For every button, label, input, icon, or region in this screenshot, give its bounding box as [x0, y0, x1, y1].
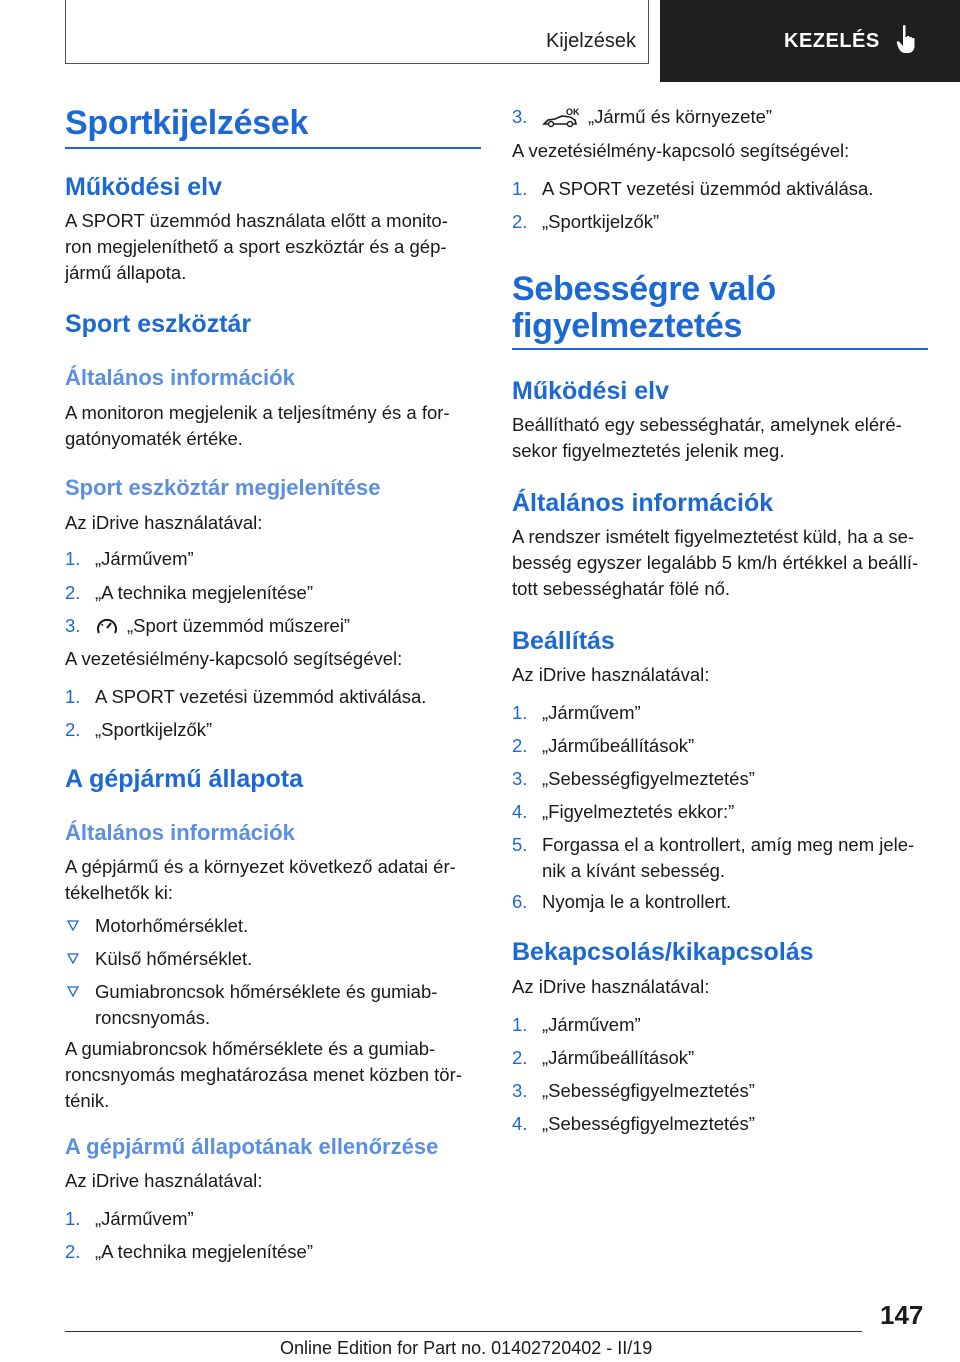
paragraph-line: Az iDrive használatával:	[65, 1170, 263, 1191]
page-title-line2: figyelmeztetés	[512, 307, 743, 345]
header-chapter-title: Kijelzések	[545, 30, 636, 52]
section-heading: Működési elv	[65, 173, 222, 201]
page-title: Sportkijelzések	[65, 104, 309, 142]
section-heading: Beállítás	[512, 627, 615, 655]
list-text: nik a kívánt sebesség.	[542, 860, 726, 881]
list-text-label: „Jármű és környezete”	[588, 106, 773, 127]
list-text: „Sportkijelzők”	[542, 211, 660, 232]
paragraph-line: roncsnyomás meghatározása menet közben tör-	[65, 1064, 462, 1085]
list-text: Külső hőmérséklet.	[95, 948, 253, 969]
paragraph-line: A gépjármű és a környezet következő adatai ér-	[65, 856, 456, 877]
title-rule	[512, 348, 928, 350]
list-number: 1.	[65, 1208, 81, 1229]
list-text: „Sebességfigyelmeztetés”	[542, 768, 755, 789]
pointing-hand-icon	[896, 24, 918, 54]
list-number: 6.	[512, 891, 528, 912]
car-ok-icon	[542, 107, 580, 129]
page-title: Sebességre való	[512, 270, 776, 308]
paragraph-line: Az iDrive használatával:	[512, 976, 710, 997]
subsection-heading: A gépjármű állapotának ellenőrzése	[65, 1134, 439, 1159]
list-number: 2.	[512, 211, 528, 232]
list-number: 2.	[65, 1241, 81, 1262]
triangle-bullet-icon	[67, 920, 79, 932]
list-number: 1.	[65, 548, 81, 569]
paragraph-line: jármű állapota.	[65, 262, 187, 283]
section-heading: Sport eszköztár	[65, 310, 252, 338]
list-text: Nyomja le a kontrollert.	[542, 891, 732, 912]
list-number: 5.	[512, 834, 528, 855]
triangle-bullet-icon	[67, 953, 79, 965]
paragraph-line: A monitoron megjelenik a teljesítmény és a for-	[65, 402, 450, 423]
paragraph-line: A gumiabroncsok hőmérséklete és a gumiab-	[65, 1038, 436, 1059]
subsection-heading: Általános információk	[65, 820, 295, 845]
list-text: „Járművem”	[95, 548, 194, 569]
list-text: Gumiabroncsok hőmérséklete és gumiab-	[95, 981, 438, 1002]
paragraph-line: gatónyomaték értéke.	[65, 428, 243, 449]
list-text: A SPORT vezetési üzemmód aktiválása.	[95, 686, 427, 707]
subsection-heading: Sport eszköztár megjelenítése	[65, 475, 381, 500]
list-number: 2.	[65, 582, 81, 603]
footer-rule	[65, 1331, 862, 1332]
list-text-label: „Sport üzemmód műszerei”	[127, 615, 351, 636]
list-number: 4.	[512, 1113, 528, 1134]
header-section-tab	[660, 0, 960, 82]
section-heading: Működési elv	[512, 377, 669, 405]
page-number: 147	[880, 1300, 924, 1330]
list-text: Motorhőmérséklet.	[95, 915, 249, 936]
list-text: „Járművem”	[542, 1014, 641, 1035]
svg-text:OK: OK	[566, 107, 580, 118]
paragraph-line: tott sebességhatár fölé nő.	[512, 578, 731, 599]
header-chapter-box	[65, 0, 649, 64]
list-text: Forgassa el a kontrollert, amíg meg nem jele-	[542, 834, 915, 855]
list-number: 1.	[65, 686, 81, 707]
paragraph-line: ténik.	[65, 1090, 110, 1111]
list-number: 1.	[512, 178, 528, 199]
list-number: 2.	[512, 1047, 528, 1068]
paragraph-line: A vezetésiélmény-kapcsoló segítségével:	[65, 648, 403, 669]
paragraph-line: tékelhetők ki:	[65, 882, 173, 903]
paragraph-line: ron megjeleníthető a sport eszköztár és a gép-	[65, 236, 447, 257]
paragraph-line: A rendszer ismételt figyelmeztetést küld, ha a se-	[512, 526, 915, 547]
list-text: „Járművem”	[542, 702, 641, 723]
title-rule	[65, 147, 481, 149]
list-text: A SPORT vezetési üzemmód aktiválása.	[542, 178, 874, 199]
list-number: 1.	[512, 1014, 528, 1035]
list-number: 1.	[512, 702, 528, 723]
list-text: „A technika megjelenítése”	[95, 582, 314, 603]
footer-edition: Online Edition for Part no. 01402720402 - II/19	[280, 1338, 653, 1358]
list-text: „Sebességfigyelmeztetés”	[542, 1080, 755, 1101]
header-section-label: KEZELÉS	[784, 30, 880, 52]
sport-gauge-icon	[95, 616, 119, 638]
list-number: 4.	[512, 801, 528, 822]
list-text: „A technika megjelenítése”	[95, 1241, 314, 1262]
list-number: 2.	[512, 735, 528, 756]
list-number: 3.	[512, 1080, 528, 1101]
list-number: 3.	[512, 106, 528, 127]
paragraph-line: Beállítható egy sebességhatár, amelynek eléré-	[512, 414, 902, 435]
list-text	[542, 104, 928, 130]
list-text: „Figyelmeztetés ekkor:”	[542, 801, 735, 822]
list-number: 2.	[65, 719, 81, 740]
list-text	[95, 613, 481, 639]
list-text: roncsnyomás.	[95, 1007, 211, 1028]
paragraph-line: A SPORT üzemmód használata előtt a monito-	[65, 210, 448, 231]
list-text: „Járművem”	[95, 1208, 194, 1229]
list-text: „Sebességfigyelmeztetés”	[542, 1113, 755, 1134]
list-text: „Sportkijelzők”	[95, 719, 213, 740]
triangle-bullet-icon	[67, 986, 79, 998]
list-text: „Járműbeállítások”	[542, 735, 695, 756]
list-text: „Járműbeállítások”	[542, 1047, 695, 1068]
paragraph-line: sekor figyelmeztetés jelenik meg.	[512, 440, 785, 461]
section-heading: Bekapcsolás/kikapcsolás	[512, 938, 814, 966]
list-number: 3.	[65, 615, 81, 636]
section-heading: Általános információk	[512, 489, 774, 517]
paragraph-line: Az iDrive használatával:	[65, 512, 263, 533]
section-heading: A gépjármű állapota	[65, 765, 304, 793]
paragraph-line: A vezetésiélmény-kapcsoló segítségével:	[512, 140, 850, 161]
list-number: 3.	[512, 768, 528, 789]
paragraph-line: besség egyszer legalább 5 km/h értékkel a beállí-	[512, 552, 919, 573]
paragraph-line: Az iDrive használatával:	[512, 664, 710, 685]
subsection-heading: Általános információk	[65, 365, 295, 390]
